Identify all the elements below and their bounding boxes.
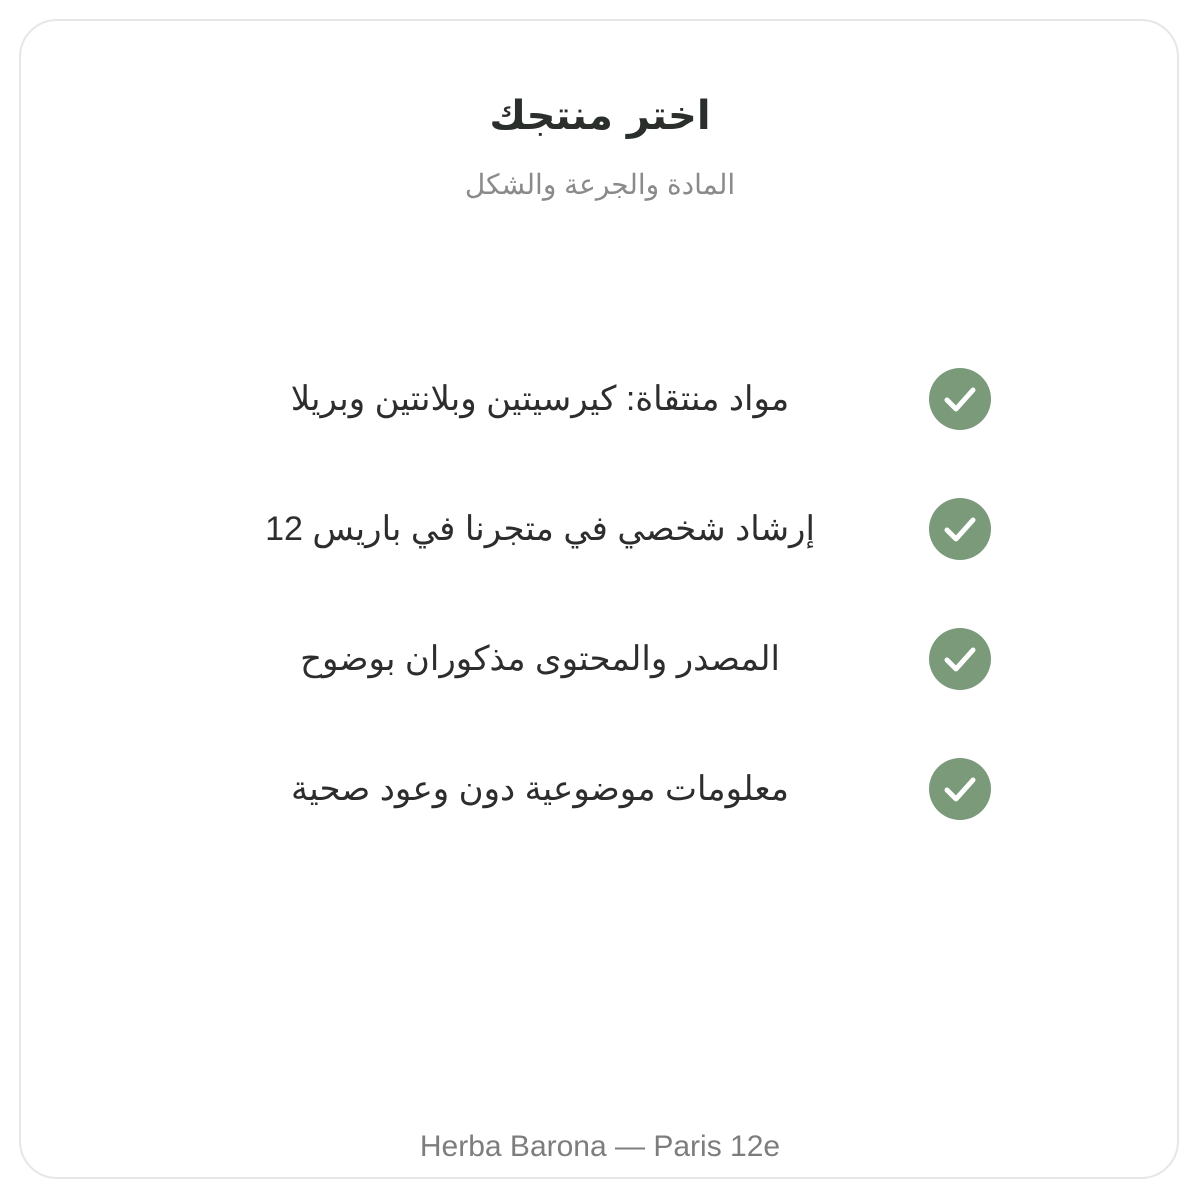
feature-item — [0, 628, 1200, 690]
feature-text: مواد منتقاة: كيرسيتين وبلانتين وبريلا — [290, 380, 790, 418]
feature-text: معلومات موضوعية دون وعود صحية — [290, 770, 790, 808]
check-circle-icon — [929, 628, 991, 690]
feature-item — [0, 758, 1200, 820]
page-subtitle: المادة والجرعة والشكل — [464, 169, 736, 200]
check-circle-icon — [929, 368, 991, 430]
feature-text: إرشاد شخصي في متجرنا في باريس 12 — [265, 510, 815, 548]
brand-footer: Herba Barona — Paris 12e — [419, 1130, 781, 1163]
check-circle-icon — [929, 498, 991, 560]
feature-item — [0, 498, 1200, 560]
feature-text: المصدر والمحتوى مذكوران بوضوح — [300, 640, 780, 678]
page-title: اختر منتجك — [489, 93, 711, 139]
feature-item — [0, 368, 1200, 430]
check-circle-icon — [929, 758, 991, 820]
